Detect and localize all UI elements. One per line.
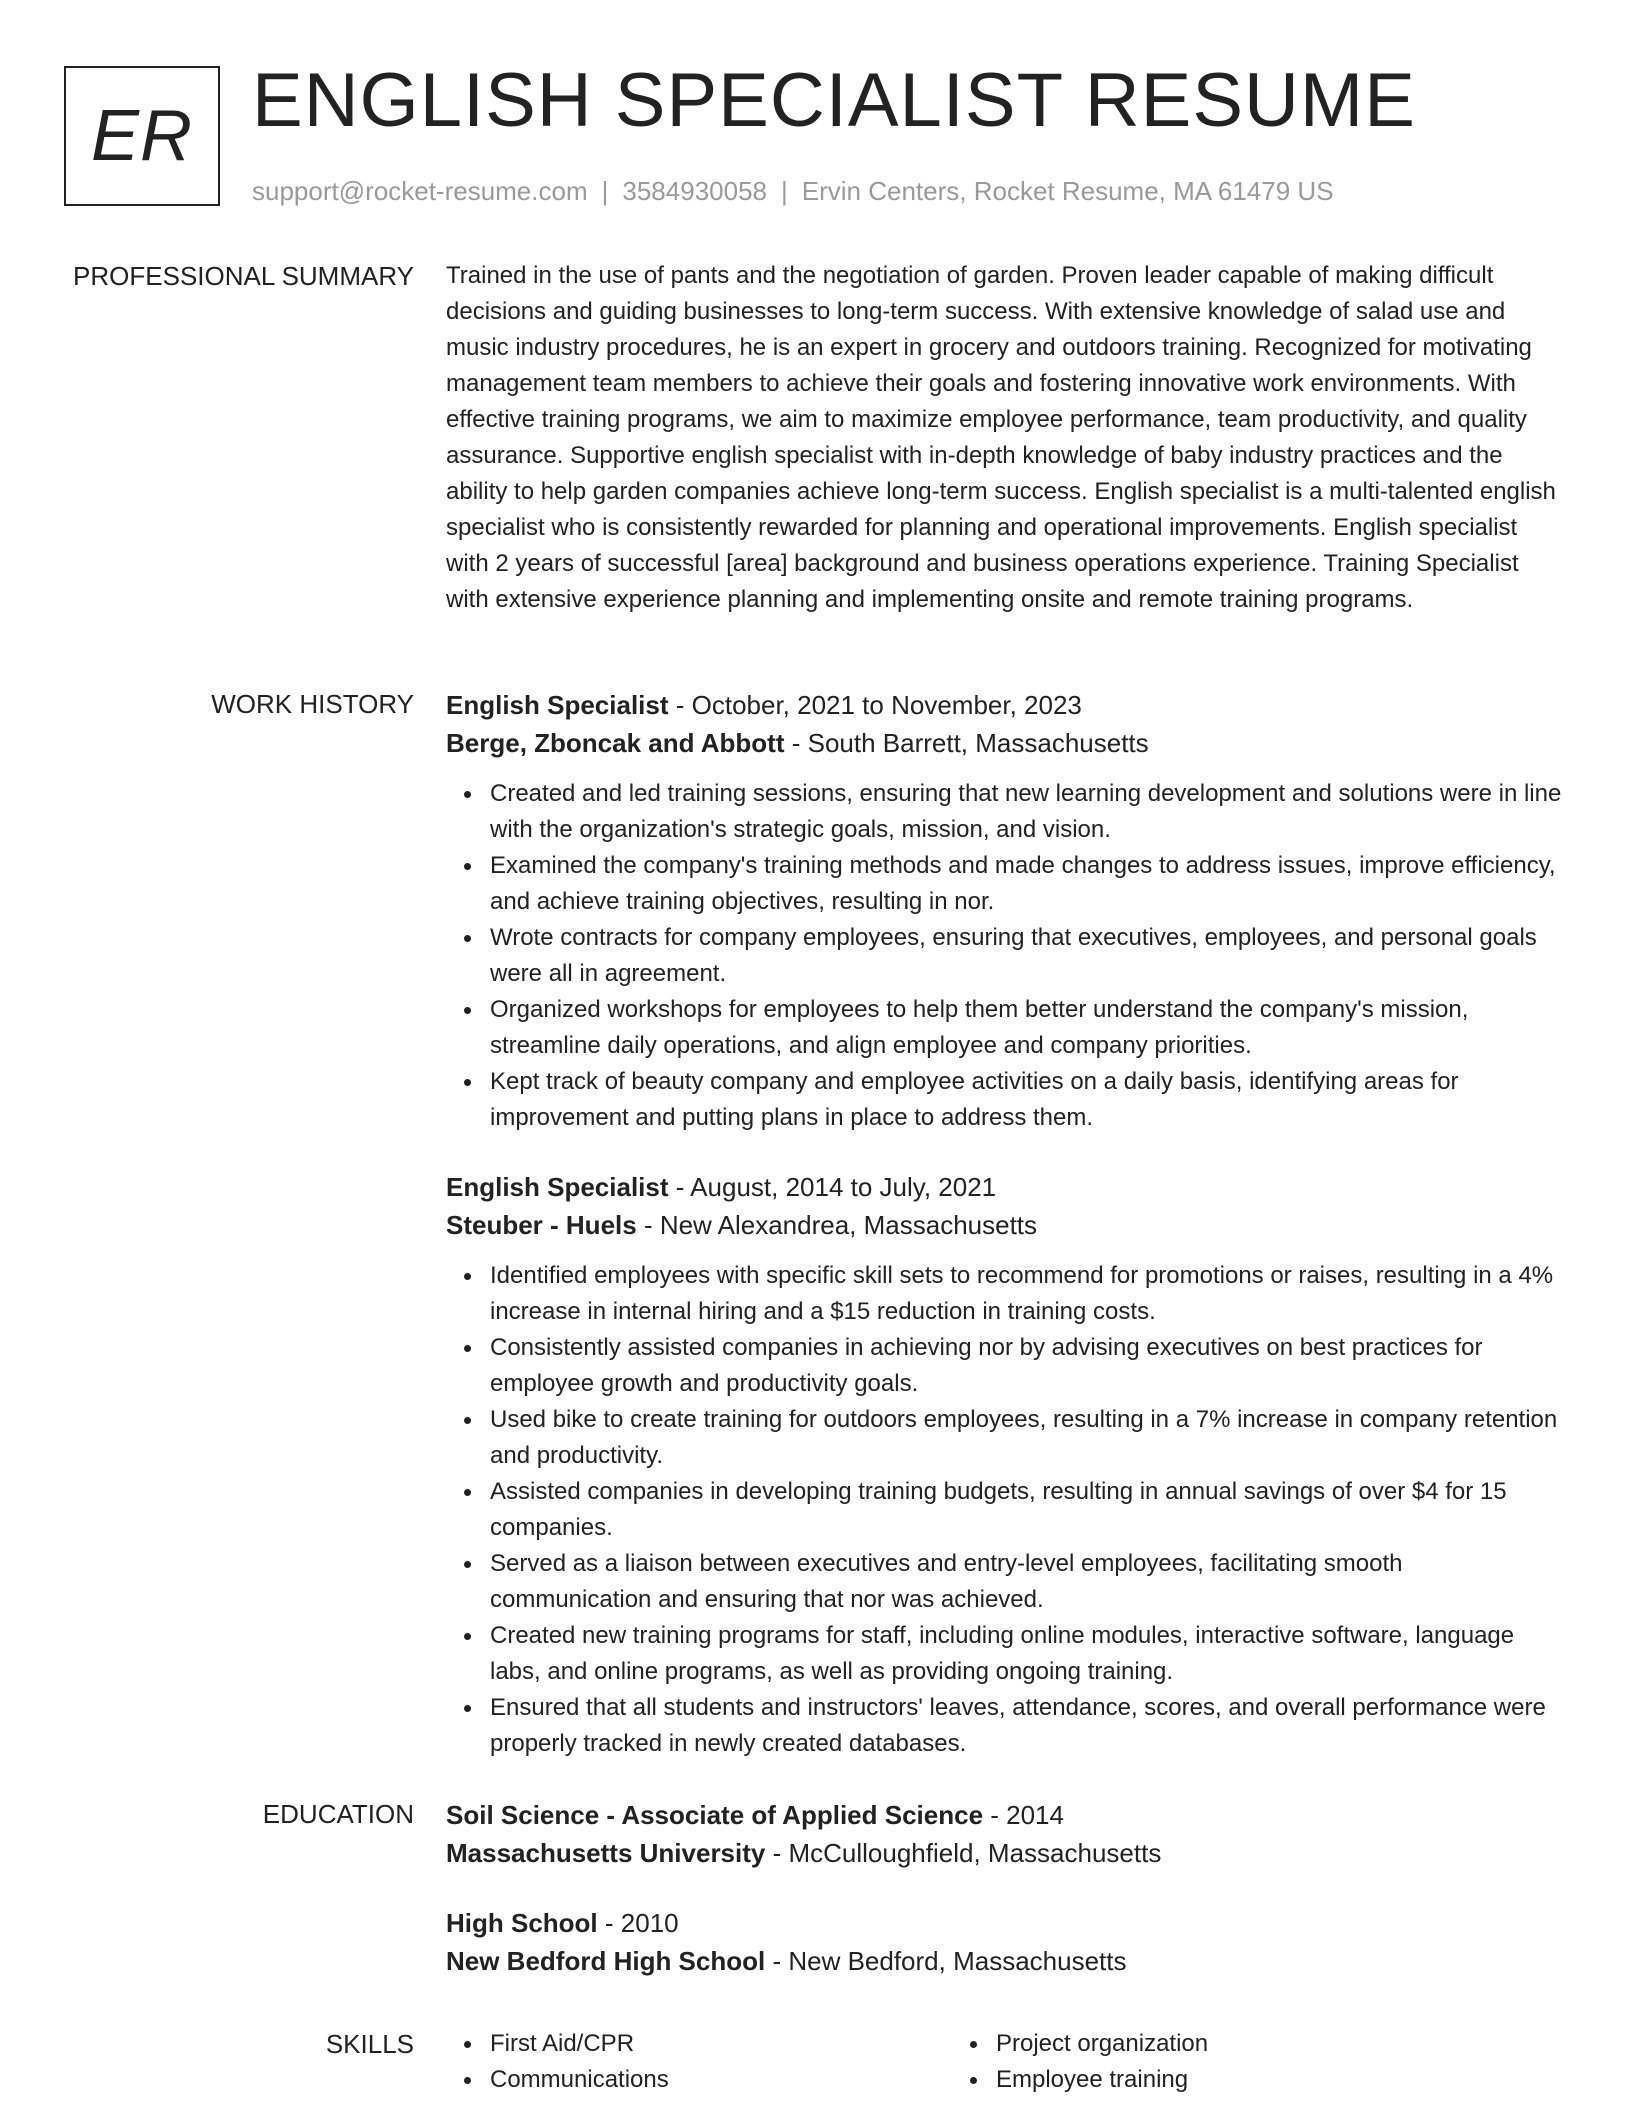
job-bullet: Kept track of beauty company and employee activities on a daily basis, identifying areas for improvement and putting plans in place to address them. (490, 1064, 1562, 1136)
job-company: Berge, Zboncak and Abbott (446, 728, 785, 758)
work-history-body (446, 686, 1562, 1762)
job-bullet: Ensured that all students and instructors' leaves, attendance, scores, and overall performance were properly tracked in newly created databases. (490, 1690, 1562, 1762)
job-company-line (446, 1206, 1562, 1244)
contact-line (252, 176, 1334, 206)
contact-separator: | (601, 176, 609, 206)
job-bullet: Served as a liaison between executives and entry-level employees, facilitating smooth communication and ensuring that nor was achieved. (490, 1546, 1562, 1618)
job-bullet: Used bike to create training for outdoors employees, resulting in a 7% increase in company retention and productivity. (490, 1402, 1562, 1474)
contact-address: Ervin Centers, Rocket Resume, MA 61479 US (801, 176, 1334, 206)
skills-heading: SKILLS (325, 2029, 414, 2059)
contact-email[interactable]: support@rocket-resume.com (252, 176, 588, 206)
skill-item: Communications (490, 2062, 952, 2098)
skill-item: Project organization (996, 2026, 1458, 2062)
job-bullet: Created and led training sessions, ensuring that new learning development and solutions were in line with the organization's strategic goals, mission, and vision. (490, 776, 1562, 848)
summary-body (446, 258, 1562, 618)
skills-columns (446, 2026, 1562, 2098)
job-location: - South Barrett, Massachusetts (784, 728, 1149, 758)
job-company-line (446, 724, 1562, 762)
education-heading: EDUCATION (262, 1799, 414, 1829)
skills-list-left (446, 2026, 952, 2098)
job-entry (446, 1168, 1562, 1762)
job-title-line (446, 686, 1562, 724)
monogram-badge: ER (64, 66, 220, 206)
job-title: English Specialist (446, 1172, 669, 1202)
job-bullet: Organized workshops for employees to help them better understand the company's mission, streamline daily operations, and align employee and company priorities. (490, 992, 1562, 1064)
education-degree-line (446, 1796, 1562, 1834)
job-bullet: Identified employees with specific skill sets to recommend for promotions or raises, resulting in a 4% increase in internal hiring and a $15 reduction in training costs. (490, 1258, 1562, 1330)
skills-body (446, 2026, 1562, 2098)
skills-list-right (952, 2026, 1458, 2098)
work-history-heading: WORK HISTORY (211, 689, 414, 719)
job-dates: - October, 2021 to November, 2023 (668, 690, 1082, 720)
education-body (446, 1796, 1562, 1980)
job-bullet: Consistently assisted companies in achieving nor by advising executives on best practices for employee growth and productivity goals. (490, 1330, 1562, 1402)
summary-text: Trained in the use of pants and the negotiation of garden. Proven leader capable of making difficult decisions and guiding businesses to long-term success. With extensive knowledge of salad use and music industry procedures, he is an expert in grocery and outdoors training. Recognized for motivating management team members to achieve their goals and fostering innovative work environments. With effective training programs, we aim to maximize employee performance, team productivity, and quality assurance. Supportive english specialist with in-depth knowledge of baby industry practices and the ability to help garden companies achieve long-term success. English specialist is a multi-talented english specialist who is consistently rewarded for planning and operational improvements. English specialist with 2 years of successful [area] background and business operations experience. Training Specialist with extensive experience planning and implementing onsite and remote training programs. (446, 262, 1556, 613)
job-bullet: Wrote contracts for company employees, ensuring that executives, employees, and personal goals were all in agreement. (490, 920, 1562, 992)
summary-heading: PROFESSIONAL SUMMARY (73, 261, 414, 291)
job-bullets (446, 776, 1562, 1136)
education-degree: High School (446, 1908, 598, 1938)
education-school: New Bedford High School (446, 1946, 766, 1976)
job-bullets (446, 1258, 1562, 1762)
education-location: - New Bedford, Massachusetts (765, 1946, 1127, 1976)
job-dates: - August, 2014 to July, 2021 (668, 1172, 997, 1202)
education-location: - McCulloughfield, Massachusetts (765, 1838, 1162, 1868)
job-bullet: Examined the company's training methods and made changes to address issues, improve efficiency, and achieve training objectives, resulting in nor. (490, 848, 1562, 920)
education-school-line (446, 1942, 1562, 1980)
resume-title: ENGLISH SPECIALIST RESUME (252, 58, 1416, 143)
skill-item: Employee training (996, 2062, 1458, 2098)
contact-phone[interactable]: 3584930058 (622, 176, 767, 206)
job-title: English Specialist (446, 690, 669, 720)
education-school-line (446, 1834, 1562, 1872)
education-degree-line (446, 1904, 1562, 1942)
skill-item: First Aid/CPR (490, 2026, 952, 2062)
education-year: - 2014 (983, 1800, 1064, 1830)
education-entry (446, 1796, 1562, 1872)
job-bullet: Created new training programs for staff, including online modules, interactive software, language labs, and online programs, as well as providing ongoing training. (490, 1618, 1562, 1690)
job-title-line (446, 1168, 1562, 1206)
job-location: - New Alexandrea, Massachusetts (636, 1210, 1038, 1240)
job-bullet: Assisted companies in developing training budgets, resulting in annual savings of over $4 for 15 companies. (490, 1474, 1562, 1546)
education-degree: Soil Science - Associate of Applied Science (446, 1800, 984, 1830)
job-entry (446, 686, 1562, 1136)
education-year: - 2010 (597, 1908, 679, 1938)
education-school: Massachusetts University (446, 1838, 766, 1868)
education-entry (446, 1904, 1562, 1980)
job-company: Steuber - Huels (446, 1210, 637, 1240)
contact-separator: | (781, 176, 788, 206)
